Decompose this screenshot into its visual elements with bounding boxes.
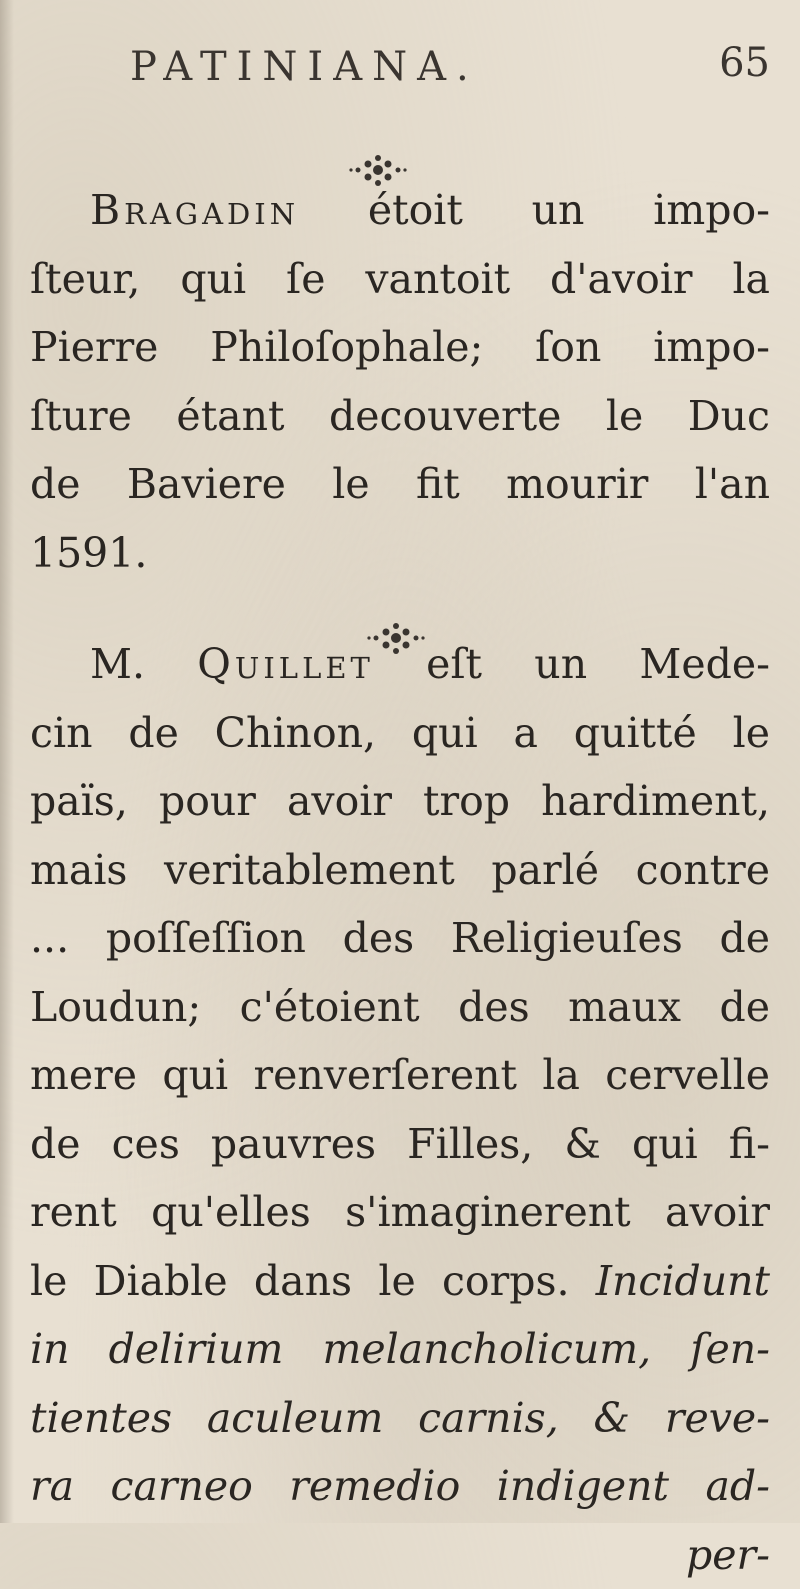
text-line: ſteur, qui ſe vantoit d'avoir la bbox=[30, 245, 770, 314]
text-line: mere qui renverſerent la cervelle bbox=[30, 1041, 770, 1110]
entry-name: Quillet bbox=[197, 640, 374, 688]
text-line: Loudun; c'étoient des maux de bbox=[30, 973, 770, 1042]
text-line: tientes aculeum carnis, & reve- bbox=[30, 1384, 770, 1453]
entry-name: Bragadin bbox=[90, 186, 299, 234]
text-line: le Diable dans le corps. Incidunt bbox=[30, 1247, 770, 1316]
text-line: ... poſſeſſion des Religieuſes de bbox=[30, 904, 770, 973]
page-edge-shadow bbox=[0, 0, 14, 1523]
text-line: in delirium melancholicum, ſen- bbox=[30, 1315, 770, 1384]
text-line: Pierre Philoſophale; ſon impo- bbox=[30, 313, 770, 382]
catchword: per- bbox=[30, 1521, 770, 1589]
text-line: païs, pour avoir trop hardiment, bbox=[30, 767, 770, 836]
text-line: M. Quillet eſt un Mede- bbox=[30, 630, 770, 699]
text-line: de ces pauvres Filles, & qui fi- bbox=[30, 1110, 770, 1179]
page-header bbox=[130, 38, 770, 98]
text-line: rent qu'elles s'imaginerent avoir bbox=[30, 1178, 770, 1247]
text-line: Bragadin étoit un impo- bbox=[30, 176, 770, 245]
text-line: 1591. bbox=[30, 519, 770, 588]
text-line: ra carneo remedio indigent ad- bbox=[30, 1452, 770, 1521]
latin-quote: Incidunt bbox=[596, 1257, 770, 1305]
entry-quillet bbox=[30, 630, 770, 1589]
text-line: ſture étant decouverte le Duc bbox=[30, 382, 770, 451]
text-line: de Baviere le fit mourir l'an bbox=[30, 450, 770, 519]
text-line: cin de Chinon, qui a quitté le bbox=[30, 699, 770, 768]
page-number: 65 bbox=[719, 40, 770, 86]
entry-bragadin bbox=[30, 176, 770, 587]
running-head: PATINIANA. bbox=[130, 44, 479, 90]
text-line: mais veritablement parlé contre bbox=[30, 836, 770, 905]
